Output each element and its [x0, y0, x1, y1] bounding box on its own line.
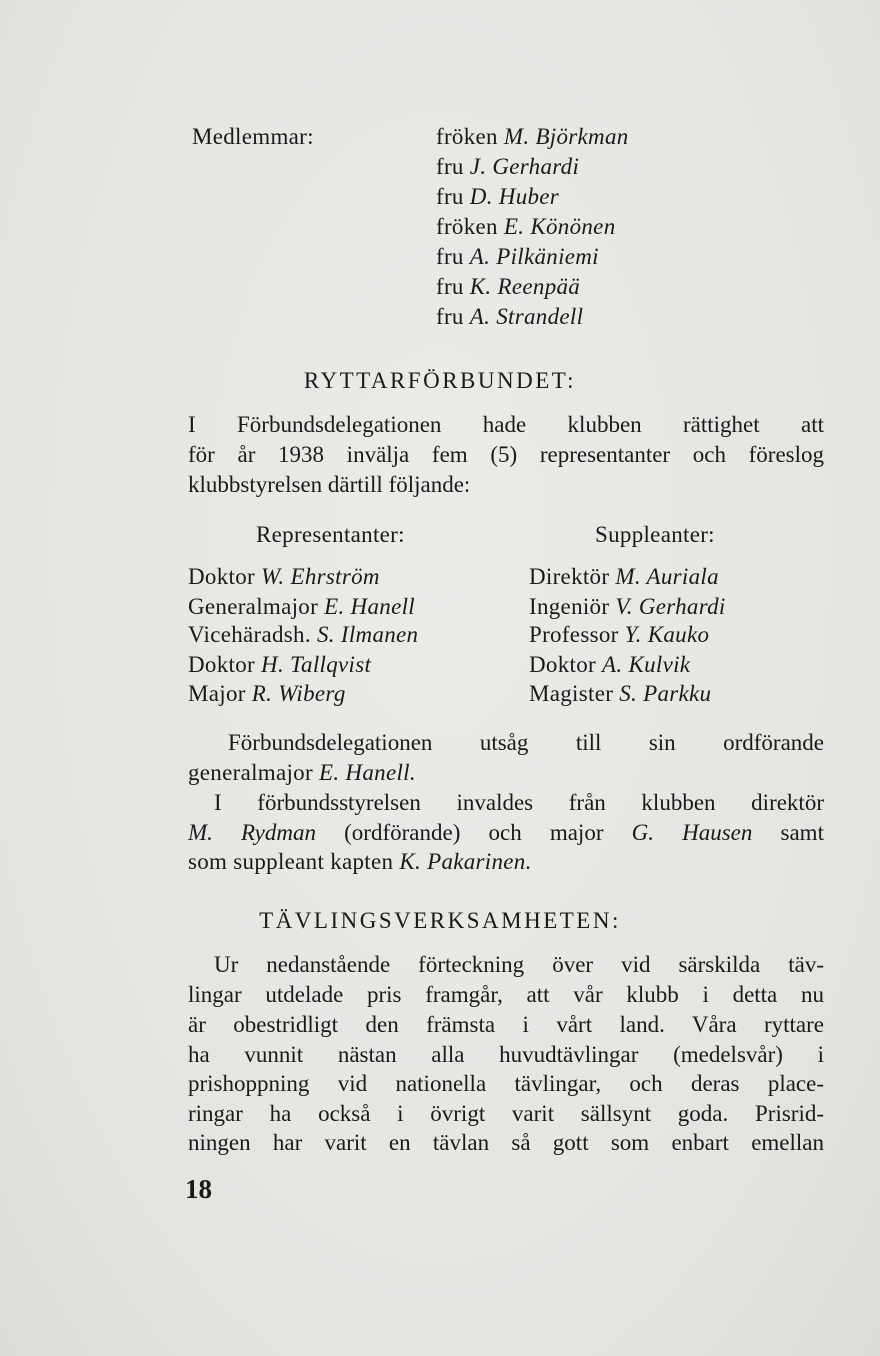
member-name: A. Strandell [469, 304, 584, 329]
representative-entry [188, 679, 346, 709]
member-entry [436, 302, 583, 332]
member-entry [436, 242, 599, 272]
member-entry [436, 212, 616, 242]
body-line: är obestridligt den främsta i vårt land. Våra ryttare [188, 1012, 824, 1037]
text-span: (ordförande) och major [316, 820, 632, 845]
member-title: fru [436, 304, 464, 329]
substitute-name: S. Parkku [619, 681, 712, 706]
member-entry [436, 152, 579, 182]
representative-name: S. Ilmanen [316, 622, 419, 647]
member-entry [436, 122, 629, 152]
substitute-entry [529, 620, 709, 650]
substitute-title: Doktor [529, 652, 596, 677]
representative-name: R. Wiberg [251, 681, 346, 706]
name-span: G. Hausen [631, 820, 753, 845]
representative-name: H. Tallqvist [261, 652, 372, 677]
section-heading-ryttarforbundet: RYTTARFÖRBUNDET: [303, 368, 577, 393]
representative-name: W. Ehrström [261, 564, 380, 589]
substitute-entry [529, 592, 726, 622]
member-title: fröken [436, 124, 498, 149]
name-span: E. Hanell. [318, 760, 416, 785]
member-name: M. Björkman [503, 124, 629, 149]
substitute-name: Y. Kauko [624, 622, 710, 647]
substitute-name: A. Kulvik [602, 652, 691, 677]
representative-entry [188, 620, 418, 650]
member-name: E. Könönen [503, 214, 616, 239]
representative-entry [188, 592, 415, 622]
representative-title: Generalmajor [188, 594, 319, 619]
paragraph-line: I förbundsstyrelsen invaldes från klubben direktör [214, 790, 824, 815]
member-name: A. Pilkäniemi [469, 244, 599, 269]
substitute-title: Professor [529, 622, 619, 647]
member-entry [436, 272, 580, 302]
substitute-name: M. Auriala [615, 564, 719, 589]
substitute-title: Direktör [529, 564, 610, 589]
text-span: samt [752, 820, 824, 845]
member-name: D. Huber [469, 184, 560, 209]
section-heading-tavlingsverksamheten: TÄVLINGSVERKSAMHETEN: [259, 908, 621, 933]
representatives-heading: Representanter: [256, 522, 405, 547]
text-span: som suppleant kapten [188, 849, 400, 874]
paragraph-line [188, 847, 532, 877]
body-line: ningen har varit en tävlan så gott som enbart emellan [188, 1130, 824, 1155]
paragraph-line [188, 758, 416, 788]
body-line: lingar utdelade pris framgår, att vår klubb i detta nu [188, 982, 824, 1007]
body-line: ringar ha också i övrigt varit sällsynt goda. Prisrid- [188, 1101, 824, 1126]
intro-line: I Förbundsdelegationen hade klubben rättighet att [188, 412, 824, 437]
representative-title: Vicehäradsh. [188, 622, 311, 647]
representative-title: Doktor [188, 652, 255, 677]
substitute-title: Magister [529, 681, 614, 706]
representative-title: Major [188, 681, 246, 706]
member-title: fröken [436, 214, 498, 239]
representative-entry [188, 650, 371, 680]
substitute-name: V. Gerhardi [615, 594, 726, 619]
intro-line: klubbstyrelsen därtill följande: [188, 472, 471, 497]
text-span: generalmajor [188, 760, 319, 785]
representative-entry [188, 562, 380, 592]
member-title: fru [436, 244, 464, 269]
representative-title: Doktor [188, 564, 255, 589]
page-number: 18 [185, 1174, 212, 1204]
substitute-title: Ingeniör [529, 594, 610, 619]
representative-name: E. Hanell [324, 594, 415, 619]
intro-line: för år 1938 invälja fem (5) representanter och föreslog [188, 442, 824, 467]
body-line: prishoppning vid nationella tävlingar, och deras place- [188, 1071, 824, 1096]
substitute-entry [529, 679, 711, 709]
substitute-entry [529, 562, 719, 592]
member-entry [436, 182, 559, 212]
substitute-entry [529, 650, 690, 680]
member-title: fru [436, 184, 464, 209]
member-name: K. Reenpää [469, 274, 581, 299]
member-title: fru [436, 154, 464, 179]
body-line: ha vunnit nästan alla huvudtävlingar (medelsvår) i [188, 1042, 824, 1067]
body-line: Ur nedanstående förteckning över vid särskilda täv- [214, 952, 824, 977]
name-span: M. Rydman [188, 820, 316, 845]
member-title: fru [436, 274, 464, 299]
members-label: Medlemmar: [192, 124, 314, 149]
name-span: K. Pakarinen. [399, 849, 532, 874]
member-name: J. Gerhardi [469, 154, 580, 179]
paragraph-line [188, 818, 824, 848]
substitutes-heading: Suppleanter: [595, 522, 715, 547]
paragraph-line: Förbundsdelegationen utsåg till sin ordförande [228, 730, 824, 755]
